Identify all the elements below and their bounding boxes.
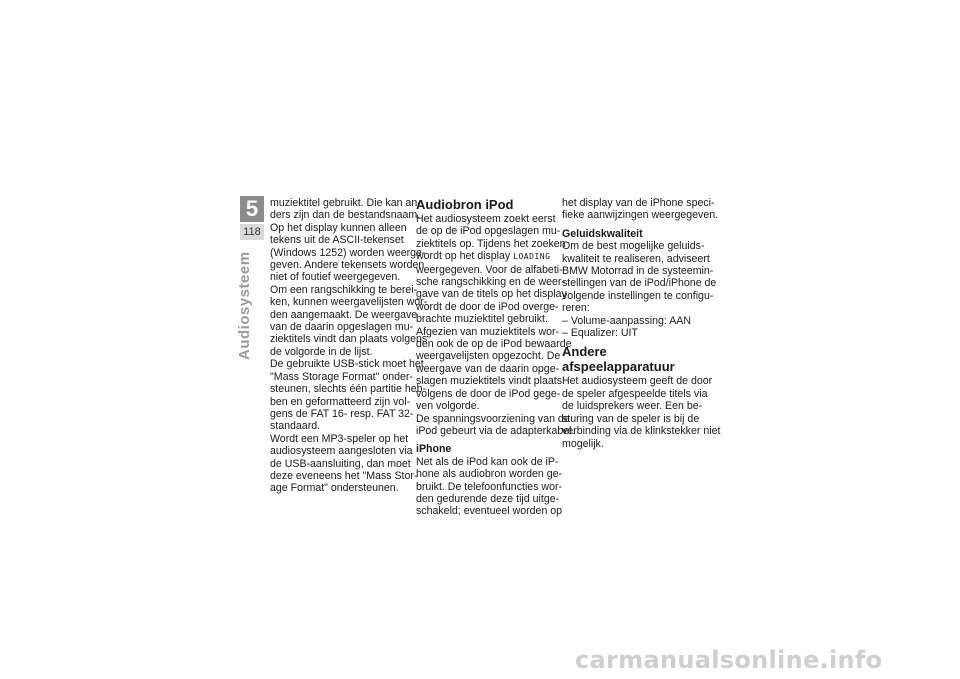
text-line: BMW Motorrad in de systeemin-: [562, 265, 714, 278]
list-item: – Volume-aanpassing: AAN: [562, 314, 691, 327]
text-line: gave van de titels op het display: [416, 288, 567, 301]
text-line: geven. Andere tekensets worden: [270, 259, 425, 272]
list-item: – Equalizer: UIT: [562, 327, 638, 340]
text-line: den ook de op de iPod bewaarde: [416, 338, 572, 351]
text-line: de speler afgespeelde titels via: [562, 387, 708, 400]
text-line: deze eveneens het "Mass Stor-: [270, 469, 418, 482]
text-line: brachte muziektitel gebruikt.: [416, 313, 548, 326]
column-1-body: [270, 197, 428, 495]
column-3: [562, 197, 721, 450]
column-1: [270, 197, 428, 495]
text-line: ziektitels op. Tijdens het zoeken: [416, 237, 566, 250]
text-line: ziektitels vindt dan plaats volgens: [270, 333, 428, 346]
text-line: ben en geformatteerd zijn vol-: [270, 395, 411, 408]
text-line: slagen muziektitels vindt plaats: [416, 375, 563, 388]
chapter-title-text: Audiosysteem: [236, 251, 253, 360]
settings-list: [562, 315, 704, 340]
heading-audiobron-ipod: Audiobron iPod: [416, 197, 514, 212]
column-2: [416, 197, 575, 518]
text-line: de op de iPod opgeslagen mu-: [416, 225, 561, 238]
text-line: Op het display kunnen alleen: [270, 221, 407, 234]
text-line: gens de FAT 16- resp. FAT 32-: [270, 407, 414, 420]
paragraph-iphone: [416, 455, 563, 518]
text-line: Het audiosysteem zoekt eerst: [416, 213, 556, 225]
text-line: ken, kunnen weergavelijsten wor-: [270, 296, 428, 309]
text-line: kwaliteit te realiseren, adviseert: [562, 252, 710, 265]
paragraph-andere-afspeelapparatuur: [562, 375, 721, 450]
display-line: [416, 250, 554, 263]
text-line: Om de best mogelijke geluids-: [562, 240, 705, 253]
page-number: 118: [240, 224, 264, 240]
text-line: ders zijn dan de bestandsnaam.: [270, 209, 421, 222]
text-line: fieke aanwijzingen weergegeven.: [562, 209, 719, 222]
text-line: sche rangschikking en de weer-: [416, 276, 565, 289]
heading-andere-afspeelapparatuur: Andere afspeelapparatuur: [562, 344, 675, 375]
text-line: volgens de door de iPod gege-: [416, 387, 561, 400]
text-line: sturing van de speler is bij de: [562, 412, 700, 425]
text-line: audiosysteem aangesloten via: [270, 445, 413, 458]
paragraph-iphone-cont: [562, 197, 719, 222]
subheading-iphone: iPhone: [416, 443, 452, 456]
text-line: stellingen van de iPod/iPhone de: [562, 277, 717, 290]
watermark: carmanualsonline.info: [575, 646, 883, 674]
paragraph-ipod-intro: [416, 213, 566, 250]
text-line: steunen, slechts één partitie heb-: [270, 383, 427, 396]
text-line: weergave van de daarin opge-: [416, 362, 560, 375]
text-line: standaard.: [270, 420, 321, 433]
text-line: mogelijk.: [562, 437, 604, 450]
text-line: den aangemaakt. De weergave: [270, 308, 418, 321]
text-line: ven volgorde.: [416, 400, 480, 413]
text-line: age Format" ondersteunen.: [270, 482, 399, 495]
text-line: wordt de door de iPod overge-: [416, 300, 559, 313]
text-line: iPod gebeurt via de adapterkabel.: [416, 424, 575, 437]
text-line: De gebruikte USB-stick moet het: [270, 358, 424, 371]
text-line: den gedurende deze tijd uitge-: [416, 492, 560, 505]
text-line: weergavelijsten opgezocht. De: [416, 350, 561, 363]
text-line: tekens uit de ASCII-tekenset: [270, 234, 404, 247]
text-line: de volgorde in de lijst.: [270, 345, 373, 358]
text-line: verbinding via de klinkstekker niet: [562, 425, 721, 438]
text-line: de USB-aansluiting, dan moet: [270, 457, 411, 470]
text-line: "Mass Storage Format" onder-: [270, 370, 413, 383]
text-line: Wordt een MP3-speler op het: [270, 432, 409, 445]
display-prefix: wordt op het display: [416, 250, 514, 263]
text-line: muziektitel gebruikt. Die kan an-: [270, 197, 421, 209]
text-line: (Windows 1252) worden weerge-: [270, 246, 426, 259]
text-line: Om een rangschikking te berei-: [270, 283, 418, 296]
text-line: de luidsprekers weer. Een be-: [562, 400, 703, 413]
paragraph-geluidskwaliteit: [562, 240, 717, 315]
text-line: reren:: [562, 302, 590, 315]
text-line: niet of foutief weergegeven.: [270, 271, 401, 284]
text-line: bruikt. De telefoonfuncties wor-: [416, 480, 563, 493]
display-text: LOADING: [513, 252, 551, 262]
text-line: Afgezien van muziektitels wor-: [416, 325, 560, 338]
paragraph-ipod-body: [416, 263, 575, 438]
text-line: De spanningsvoorziening van de: [416, 412, 570, 425]
text-line: weergegeven. Voor de alfabeti-: [416, 263, 563, 276]
chapter-number: 5: [240, 196, 264, 222]
subheading-geluidskwaliteit: Geluidskwaliteit: [562, 227, 643, 240]
text-line: schakeld; eventueel worden op: [416, 505, 563, 518]
text-line: Het audiosysteem geeft de door: [562, 375, 713, 388]
text-line: Net als de iPod kan ook de iP-: [416, 455, 559, 468]
text-line: het display van de iPhone speci-: [562, 197, 715, 209]
text-line: volgende instellingen te configu-: [562, 289, 714, 302]
text-line: hone als audiobron worden ge-: [416, 468, 563, 481]
text-line: van de daarin opgeslagen mu-: [270, 321, 414, 334]
